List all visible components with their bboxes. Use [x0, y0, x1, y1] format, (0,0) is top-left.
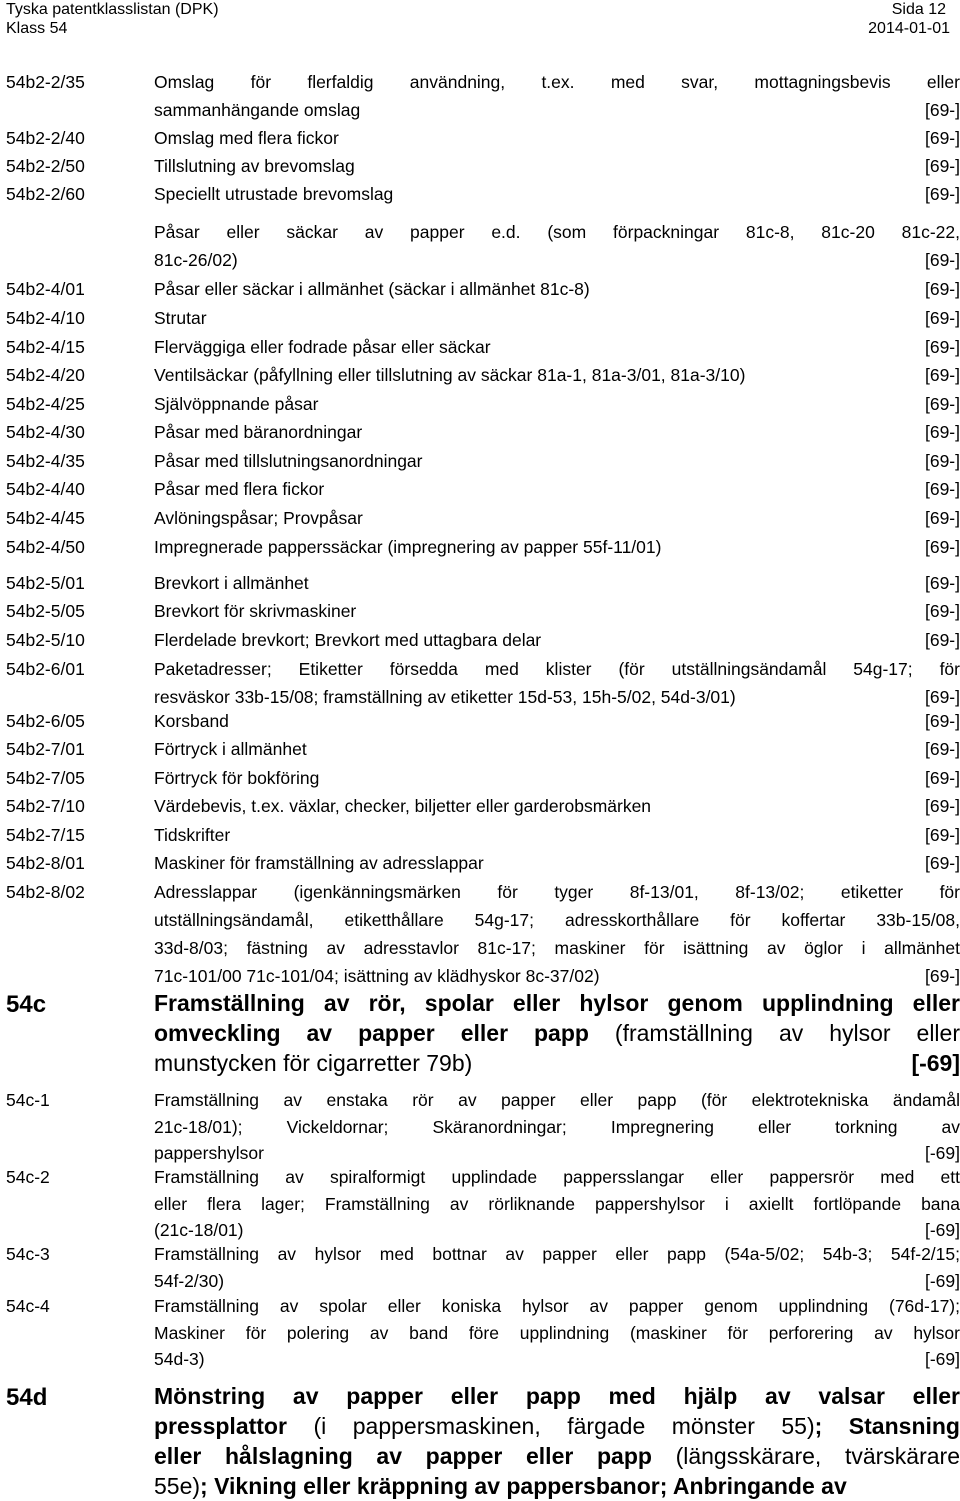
class-description: [154, 764, 960, 792]
class-code: 54b2-4/01: [6, 279, 85, 299]
class-code: 54b2-6/05: [6, 711, 85, 731]
description-line: [154, 906, 960, 934]
class-code: 54c-3: [6, 1244, 50, 1264]
line-text: Omslag med flera fickor: [154, 128, 339, 148]
class-description: [154, 475, 960, 503]
date-range-ref: [69-]: [924, 156, 960, 176]
description-line: [154, 626, 960, 654]
date-range-ref: [69-]: [924, 825, 960, 845]
line-text: (21c-18/01): [154, 1220, 244, 1240]
date-range-ref: [-69]: [924, 1349, 960, 1369]
class-description: [154, 1292, 960, 1372]
class-code: 54b2-2/60: [6, 184, 85, 204]
line-text: (i pappersmaskinen, färgade mönster 55): [286, 1413, 815, 1439]
header-page-number: Sida 12: [891, 1, 946, 18]
description-line: [154, 1048, 960, 1078]
class-code: 54b2-8/02: [6, 882, 85, 902]
line-text: 55e): [154, 1473, 201, 1499]
date-range-ref: [-69]: [924, 1143, 960, 1163]
class-code: 54b2-7/05: [6, 768, 85, 788]
line-text: Avlöningspåsar; Provpåsar: [154, 508, 363, 528]
date-range-ref: [69-]: [924, 739, 960, 759]
description-line: [154, 418, 960, 446]
description-line: [154, 1113, 960, 1140]
date-range-ref: [69-]: [924, 630, 960, 650]
class-code: 54c-4: [6, 1296, 50, 1316]
class-description: [154, 68, 960, 124]
description-line: [154, 304, 960, 332]
line-text: (framställning av hylsor eller: [588, 1020, 960, 1046]
header-date: 2014-01-01: [868, 20, 950, 37]
class-description: [154, 275, 960, 303]
class-description: [154, 390, 960, 418]
description-line: [154, 878, 960, 906]
description-line: [154, 1018, 960, 1048]
description-line: [154, 361, 960, 389]
class-code: 54c: [6, 991, 47, 1018]
class-description: [154, 1240, 960, 1293]
description-line: [154, 447, 960, 475]
line-text: Förtryck för bokföring: [154, 768, 320, 788]
class-description: [154, 504, 960, 532]
line-text: Framställning av spolar eller koniska hylsor av papper genom upplindning (76d-17);: [154, 1296, 960, 1316]
class-code: 54c-1: [6, 1090, 50, 1110]
description-line: [154, 96, 960, 124]
header-class-label: Klass 54: [6, 20, 68, 37]
class-description: [154, 361, 960, 389]
class-code: 54b2-4/10: [6, 308, 85, 328]
line-text: Förtryck i allmänhet: [154, 739, 307, 759]
class-description: [154, 1163, 960, 1243]
date-range-ref: [69-]: [924, 768, 960, 788]
bold-text: eller hålslagning av papper eller papp: [154, 1443, 652, 1469]
description-line: [154, 988, 960, 1018]
line-text: Paketadresser; Etiketter försedda med klister (för utställningsändamål 54g-17; för: [154, 659, 960, 679]
description-line: [154, 1292, 960, 1319]
class-description: [154, 626, 960, 654]
line-text: Flerdelade brevkort; Brevkort med uttagbara delar: [154, 630, 542, 650]
description-line: [154, 1411, 960, 1441]
date-range-ref: [69-]: [924, 711, 960, 731]
description-line: [154, 821, 960, 849]
bold-text: ; Vikning eller kräppning av pappersbanor; Anbringande av: [200, 1473, 847, 1499]
class-code: 54b2-8/01: [6, 853, 85, 873]
date-range-ref: [-69]: [924, 1270, 960, 1291]
line-text: Framställning av spiralformigt upplindade pappersslangar eller pappersrör med ett: [154, 1167, 960, 1187]
line-text: Påsar eller säckar i allmänhet (säckar i allmänhet 81c-8): [154, 279, 590, 299]
description-line: [154, 1319, 960, 1346]
class-code: 54b2-4/35: [6, 451, 85, 471]
date-range-ref: [69-]: [924, 537, 960, 557]
date-range-ref: [69-]: [924, 100, 960, 120]
class-description: [154, 878, 960, 990]
description-line: [154, 504, 960, 532]
description-line: [154, 475, 960, 503]
line-text: Omslag för flerfaldig användning, t.ex. med svar, mottagningsbevis eller: [154, 72, 960, 92]
class-code: 54b2-2/40: [6, 128, 85, 148]
date-range-ref: [69-]: [924, 479, 960, 499]
class-description: [154, 124, 960, 152]
description-line: [154, 1190, 960, 1217]
line-text: 81c-26/02): [154, 250, 238, 270]
description-line: [154, 1086, 960, 1113]
description-line: [154, 1471, 960, 1501]
class-code: 54b2-7/10: [6, 796, 85, 816]
description-line: [154, 934, 960, 962]
date-range-ref: [69-]: [924, 601, 960, 621]
description-line: [154, 1240, 960, 1267]
class-description: [154, 447, 960, 475]
class-description: [154, 333, 960, 361]
class-code: 54b2-5/10: [6, 630, 85, 650]
date-range-ref: [69-]: [924, 573, 960, 593]
line-text: Korsband: [154, 711, 229, 731]
line-text: 54d-3): [154, 1349, 205, 1369]
description-line: [154, 180, 960, 208]
date-range-ref: [-69]: [924, 1220, 960, 1240]
line-text: Strutar: [154, 308, 207, 328]
class-description: [154, 735, 960, 763]
class-code: 54b2-4/25: [6, 394, 85, 414]
line-text: Adresslappar (igenkänningsmärken för tyger 8f-13/01, 8f-13/02; etiketter för: [154, 882, 960, 902]
class-description: [154, 1086, 960, 1166]
bold-text: Framställning av rör, spolar eller hylsor genom upplindning eller: [154, 990, 960, 1016]
date-range-ref: [69-]: [924, 451, 960, 471]
class-description: [154, 304, 960, 332]
date-range-ref: [69-]: [924, 308, 960, 328]
description-line: [154, 152, 960, 180]
line-text: Tillslutning av brevomslag: [154, 156, 355, 176]
line-text: eller flera lager; Framställning av rörliknande pappershylsor i axiellt fortlöpande bana: [154, 1193, 960, 1214]
class-description: [154, 1381, 960, 1501]
line-text: Påsar med tillslutningsanordningar: [154, 451, 423, 471]
line-text: Flerväggiga eller fodrade påsar eller säckar: [154, 337, 491, 357]
description-line: [154, 533, 960, 561]
line-text: Speciellt utrustade brevomslag: [154, 184, 394, 204]
class-code: 54d: [6, 1384, 48, 1411]
date-range-ref: [69-]: [924, 853, 960, 873]
description-line: [154, 333, 960, 361]
bold-text: omveckling av papper eller papp: [154, 1020, 589, 1046]
description-line: [154, 275, 960, 303]
description-line: [154, 764, 960, 792]
line-text: Brevkort för skrivmaskiner: [154, 601, 357, 621]
bold-text: Mönstring av papper eller papp med hjälp av valsar eller: [154, 1383, 960, 1409]
line-text: 71c-101/00 71c-101/04; isättning av klädhyskor 8c-37/02): [154, 966, 600, 986]
description-line: [154, 1216, 960, 1243]
line-text: 54f-2/30): [154, 1270, 225, 1291]
date-range-ref: [69-]: [924, 250, 960, 270]
date-range-ref: [69-]: [924, 337, 960, 357]
class-code: 54b2-4/30: [6, 422, 85, 442]
class-code: 54c-2: [6, 1167, 50, 1187]
description-line: [154, 962, 960, 990]
class-description: [154, 597, 960, 625]
class-description: [154, 218, 960, 274]
date-range-ref: [69-]: [924, 279, 960, 299]
description-line: [154, 597, 960, 625]
class-code: 54b2-4/20: [6, 365, 85, 385]
description-line: [154, 218, 960, 246]
class-description: [154, 792, 960, 820]
date-range-ref: [69-]: [924, 422, 960, 442]
date-range-ref: [-69]: [911, 1050, 960, 1076]
line-text: munstycken för cigarretter 79b): [154, 1050, 473, 1076]
class-description: [154, 821, 960, 849]
class-code: 54b2-5/05: [6, 601, 85, 621]
bold-text: ; Stansning: [814, 1413, 960, 1439]
line-text: 33d-8/03; fästning av adresstavlor 81c-17; maskiner för isättning av öglor i allmänhet: [154, 938, 960, 958]
class-code: 54b2-2/35: [6, 72, 85, 92]
class-description: [154, 655, 960, 711]
line-text: Självöppnande påsar: [154, 394, 319, 414]
line-text: Framställning av enstaka rör av papper eller papp (för elektrotekniska ändamål: [154, 1090, 960, 1110]
description-line: [154, 68, 960, 96]
class-code: 54b2-7/15: [6, 825, 85, 845]
line-text: Impregnerade papperssäckar (impregnering av papper 55f-11/01): [154, 537, 662, 557]
header-document-title: Tyska patentklasslistan (DPK): [6, 1, 219, 18]
description-line: [154, 1441, 960, 1471]
line-text: utställningsändamål, etiketthållare 54g-17; adresskorthållare för koffertar 33b-15/08,: [154, 910, 960, 930]
class-description: [154, 180, 960, 208]
line-text: Påsar med flera fickor: [154, 479, 325, 499]
class-code: 54b2-2/50: [6, 156, 85, 176]
class-code: 54b2-4/40: [6, 479, 85, 499]
description-line: [154, 390, 960, 418]
line-text: pappershylsor: [154, 1143, 264, 1163]
line-text: resväskor 33b-15/08; framställning av etiketter 15d-53, 15h-5/02, 54d-3/01): [154, 687, 736, 707]
description-line: [154, 569, 960, 597]
line-text: Påsar med bäranordningar: [154, 422, 363, 442]
class-description: [154, 707, 960, 735]
line-text: sammanhängande omslag: [154, 100, 361, 120]
line-text: Brevkort i allmänhet: [154, 573, 309, 593]
class-description: [154, 988, 960, 1078]
line-text: Maskiner för polering av band före upplindning (maskiner för perforering av hylsor: [154, 1322, 960, 1343]
line-text: Påsar eller säckar av papper e.d. (som förpackningar 81c-8, 81c-20 81c-22,: [154, 222, 960, 242]
date-range-ref: [69-]: [924, 394, 960, 414]
description-line: [154, 1163, 960, 1190]
description-line: [154, 735, 960, 763]
description-line: [154, 246, 960, 274]
line-text: Värdebevis, t.ex. växlar, checker, biljetter eller garderobsmärken: [154, 796, 652, 816]
class-description: [154, 849, 960, 877]
class-description: [154, 418, 960, 446]
description-line: [154, 1139, 960, 1166]
line-text: Framställning av hylsor med bottnar av papper eller papp (54a-5/02; 54b-3; 54f-2/15;: [154, 1244, 960, 1264]
date-range-ref: [69-]: [924, 128, 960, 148]
class-code: 54b2-7/01: [6, 739, 85, 759]
class-code: 54b2-6/01: [6, 659, 85, 679]
description-line: [154, 849, 960, 877]
line-text: (längsskärare, tvärskärare: [651, 1443, 960, 1469]
line-text: Maskiner för framställning av adresslappar: [154, 853, 484, 873]
class-code: 54b2-5/01: [6, 573, 85, 593]
class-code: 54b2-4/50: [6, 537, 85, 557]
description-line: [154, 1381, 960, 1411]
date-range-ref: [69-]: [924, 796, 960, 816]
description-line: [154, 655, 960, 683]
class-description: [154, 569, 960, 597]
line-text: Ventilsäckar (påfyllning eller tillslutning av säckar 81a-1, 81a-3/01, 81a-3/10): [154, 365, 746, 385]
description-line: [154, 792, 960, 820]
description-line: [154, 124, 960, 152]
line-text: 21c-18/01); Vickeldornar; Skäranordningar; Impregnering eller torkning av: [154, 1116, 960, 1137]
date-range-ref: [69-]: [924, 687, 960, 707]
description-line: [154, 1345, 960, 1372]
class-code: 54b2-4/15: [6, 337, 85, 357]
class-code: 54b2-4/45: [6, 508, 85, 528]
date-range-ref: [69-]: [924, 966, 960, 986]
description-line: [154, 707, 960, 735]
description-line: [154, 1267, 960, 1294]
class-description: [154, 152, 960, 180]
line-text: Tidskrifter: [154, 825, 231, 845]
date-range-ref: [69-]: [924, 365, 960, 385]
date-range-ref: [69-]: [924, 508, 960, 528]
class-description: [154, 533, 960, 561]
bold-text: pressplattor: [154, 1413, 287, 1439]
date-range-ref: [69-]: [924, 184, 960, 204]
